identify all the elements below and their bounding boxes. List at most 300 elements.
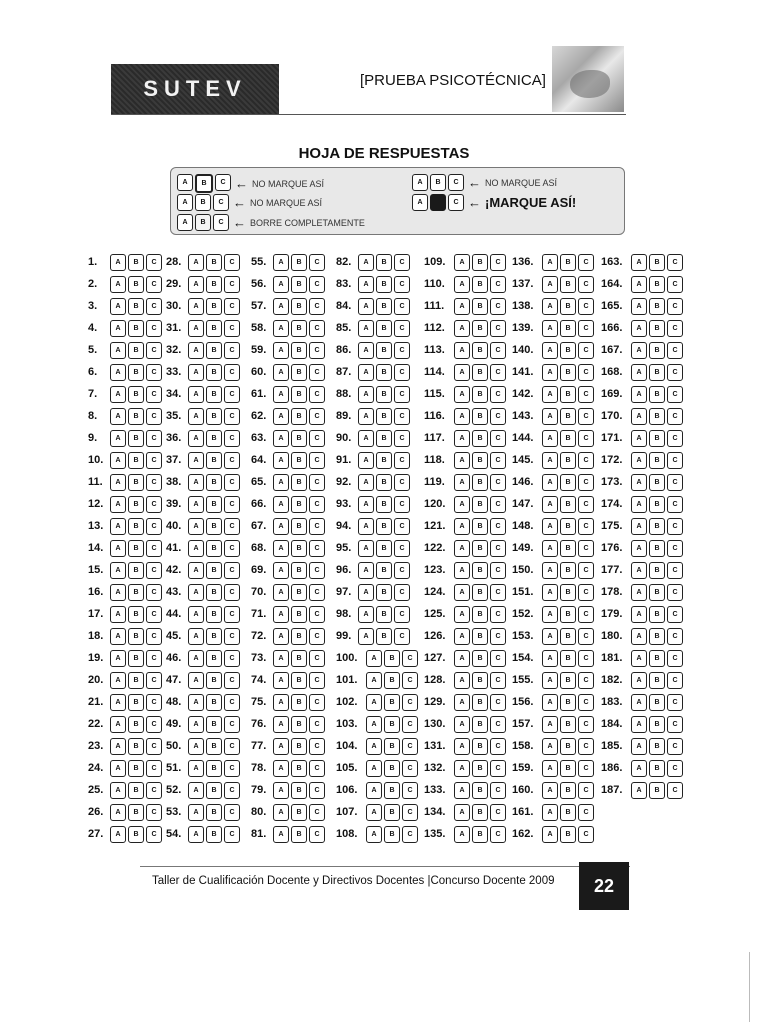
- option-bubble-a[interactable]: A: [273, 628, 289, 645]
- option-bubble-a[interactable]: A: [358, 342, 374, 359]
- option-bubble-c[interactable]: C: [578, 628, 594, 645]
- option-bubble-a[interactable]: A: [110, 342, 126, 359]
- option-bubble-b[interactable]: B: [206, 496, 222, 513]
- option-bubble-a[interactable]: A: [273, 804, 289, 821]
- option-bubble-c[interactable]: C: [667, 650, 683, 667]
- option-bubble-c[interactable]: C: [309, 276, 325, 293]
- option-bubble-a[interactable]: A: [273, 254, 289, 271]
- option-bubble-a[interactable]: A: [542, 298, 558, 315]
- option-bubble-b[interactable]: B: [291, 694, 307, 711]
- option-bubble-b[interactable]: B: [291, 320, 307, 337]
- option-bubble-a[interactable]: A: [631, 760, 647, 777]
- option-bubble-b[interactable]: B: [128, 518, 144, 535]
- option-bubble-c[interactable]: C: [224, 606, 240, 623]
- option-bubble-a[interactable]: A: [188, 408, 204, 425]
- option-bubble-b[interactable]: B: [128, 254, 144, 271]
- option-bubble-a[interactable]: A: [358, 298, 374, 315]
- option-bubble-b[interactable]: B: [206, 452, 222, 469]
- option-bubble-b[interactable]: B: [384, 716, 400, 733]
- option-bubble-b[interactable]: B: [472, 364, 488, 381]
- option-bubble-a[interactable]: A: [188, 540, 204, 557]
- option-bubble-b[interactable]: B: [376, 562, 392, 579]
- option-bubble-a[interactable]: A: [454, 826, 470, 843]
- option-bubble-a[interactable]: A: [454, 298, 470, 315]
- option-bubble-b[interactable]: B: [206, 342, 222, 359]
- option-bubble-c[interactable]: C: [309, 826, 325, 843]
- option-bubble-a[interactable]: A: [366, 672, 382, 689]
- option-bubble-b[interactable]: B: [291, 650, 307, 667]
- option-bubble-c[interactable]: C: [309, 738, 325, 755]
- option-bubble-a[interactable]: A: [631, 562, 647, 579]
- option-bubble-b[interactable]: B: [472, 430, 488, 447]
- option-bubble-a[interactable]: A: [110, 782, 126, 799]
- option-bubble-c[interactable]: C: [667, 562, 683, 579]
- option-bubble-b[interactable]: B: [128, 694, 144, 711]
- option-bubble-c[interactable]: C: [490, 826, 506, 843]
- option-bubble-a[interactable]: A: [358, 496, 374, 513]
- option-bubble-a[interactable]: A: [631, 628, 647, 645]
- option-bubble-a[interactable]: A: [631, 320, 647, 337]
- option-bubble-c[interactable]: C: [309, 694, 325, 711]
- option-bubble-a[interactable]: A: [631, 386, 647, 403]
- option-bubble-b[interactable]: B: [649, 672, 665, 689]
- option-bubble-a[interactable]: A: [631, 606, 647, 623]
- option-bubble-c[interactable]: C: [224, 738, 240, 755]
- option-bubble-c[interactable]: C: [578, 540, 594, 557]
- option-bubble-b[interactable]: B: [472, 386, 488, 403]
- option-bubble-a[interactable]: A: [542, 760, 558, 777]
- option-bubble-a[interactable]: A: [366, 804, 382, 821]
- option-bubble-c[interactable]: C: [578, 694, 594, 711]
- option-bubble-c[interactable]: C: [490, 628, 506, 645]
- option-bubble-a[interactable]: A: [454, 628, 470, 645]
- option-bubble-c[interactable]: C: [490, 650, 506, 667]
- option-bubble-c[interactable]: C: [490, 738, 506, 755]
- option-bubble-a[interactable]: A: [188, 826, 204, 843]
- option-bubble-b[interactable]: B: [376, 518, 392, 535]
- option-bubble-a[interactable]: A: [631, 672, 647, 689]
- option-bubble-a[interactable]: A: [631, 408, 647, 425]
- option-bubble-c[interactable]: C: [578, 584, 594, 601]
- option-bubble-a[interactable]: A: [358, 606, 374, 623]
- option-bubble-b[interactable]: B: [472, 254, 488, 271]
- option-bubble-a[interactable]: A: [358, 430, 374, 447]
- option-bubble-a[interactable]: A: [542, 430, 558, 447]
- option-bubble-a[interactable]: A: [358, 408, 374, 425]
- option-bubble-b[interactable]: B: [291, 672, 307, 689]
- option-bubble-b[interactable]: B: [649, 254, 665, 271]
- option-bubble-b[interactable]: B: [206, 540, 222, 557]
- option-bubble-b[interactable]: B: [128, 320, 144, 337]
- option-bubble-b[interactable]: B: [376, 298, 392, 315]
- option-bubble-b[interactable]: B: [649, 760, 665, 777]
- option-bubble-b[interactable]: B: [560, 518, 576, 535]
- option-bubble-a[interactable]: A: [631, 694, 647, 711]
- option-bubble-c[interactable]: C: [402, 760, 418, 777]
- option-bubble-c[interactable]: C: [578, 452, 594, 469]
- option-bubble-b[interactable]: B: [291, 738, 307, 755]
- option-bubble-b[interactable]: B: [560, 716, 576, 733]
- option-bubble-c[interactable]: C: [490, 518, 506, 535]
- option-bubble-c[interactable]: C: [578, 364, 594, 381]
- option-bubble-b[interactable]: B: [128, 540, 144, 557]
- option-bubble-c[interactable]: C: [309, 298, 325, 315]
- option-bubble-c[interactable]: C: [578, 320, 594, 337]
- option-bubble-c[interactable]: C: [394, 386, 410, 403]
- option-bubble-c[interactable]: C: [146, 738, 162, 755]
- option-bubble-c[interactable]: C: [667, 320, 683, 337]
- option-bubble-a[interactable]: A: [454, 650, 470, 667]
- option-bubble-c[interactable]: C: [309, 364, 325, 381]
- option-bubble-a[interactable]: A: [358, 254, 374, 271]
- option-bubble-c[interactable]: C: [667, 342, 683, 359]
- option-bubble-a[interactable]: A: [454, 276, 470, 293]
- option-bubble-b[interactable]: B: [291, 804, 307, 821]
- option-bubble-a[interactable]: A: [366, 760, 382, 777]
- option-bubble-b[interactable]: B: [206, 386, 222, 403]
- option-bubble-a[interactable]: A: [273, 760, 289, 777]
- option-bubble-c[interactable]: C: [490, 716, 506, 733]
- option-bubble-a[interactable]: A: [188, 628, 204, 645]
- option-bubble-c[interactable]: C: [667, 452, 683, 469]
- option-bubble-b[interactable]: B: [384, 738, 400, 755]
- option-bubble-c[interactable]: C: [394, 518, 410, 535]
- option-bubble-b[interactable]: B: [649, 738, 665, 755]
- option-bubble-b[interactable]: B: [649, 320, 665, 337]
- option-bubble-a[interactable]: A: [454, 452, 470, 469]
- option-bubble-b[interactable]: B: [128, 782, 144, 799]
- option-bubble-a[interactable]: A: [631, 342, 647, 359]
- option-bubble-a[interactable]: A: [358, 540, 374, 557]
- option-bubble-b[interactable]: B: [291, 826, 307, 843]
- option-bubble-a[interactable]: A: [188, 452, 204, 469]
- option-bubble-a[interactable]: A: [358, 320, 374, 337]
- option-bubble-a[interactable]: A: [188, 606, 204, 623]
- option-bubble-c[interactable]: C: [578, 496, 594, 513]
- option-bubble-b[interactable]: B: [560, 562, 576, 579]
- option-bubble-b[interactable]: B: [649, 386, 665, 403]
- option-bubble-b[interactable]: B: [128, 298, 144, 315]
- option-bubble-c[interactable]: C: [146, 650, 162, 667]
- option-bubble-a[interactable]: A: [188, 716, 204, 733]
- option-bubble-b[interactable]: B: [560, 364, 576, 381]
- option-bubble-c[interactable]: C: [146, 804, 162, 821]
- option-bubble-a[interactable]: A: [542, 584, 558, 601]
- option-bubble-c[interactable]: C: [667, 276, 683, 293]
- option-bubble-c[interactable]: C: [394, 298, 410, 315]
- option-bubble-a[interactable]: A: [110, 474, 126, 491]
- option-bubble-c[interactable]: C: [394, 254, 410, 271]
- option-bubble-a[interactable]: A: [188, 782, 204, 799]
- option-bubble-c[interactable]: C: [394, 364, 410, 381]
- option-bubble-c[interactable]: C: [394, 540, 410, 557]
- option-bubble-a[interactable]: A: [110, 518, 126, 535]
- option-bubble-c[interactable]: C: [146, 782, 162, 799]
- option-bubble-a[interactable]: A: [454, 408, 470, 425]
- option-bubble-c[interactable]: C: [309, 584, 325, 601]
- option-bubble-b[interactable]: B: [206, 738, 222, 755]
- option-bubble-c[interactable]: C: [667, 716, 683, 733]
- option-bubble-a[interactable]: A: [358, 364, 374, 381]
- option-bubble-a[interactable]: A: [454, 540, 470, 557]
- option-bubble-c[interactable]: C: [224, 562, 240, 579]
- option-bubble-a[interactable]: A: [454, 364, 470, 381]
- option-bubble-c[interactable]: C: [490, 562, 506, 579]
- option-bubble-a[interactable]: A: [631, 430, 647, 447]
- option-bubble-c[interactable]: C: [309, 760, 325, 777]
- option-bubble-b[interactable]: B: [649, 628, 665, 645]
- option-bubble-a[interactable]: A: [542, 716, 558, 733]
- option-bubble-b[interactable]: B: [560, 342, 576, 359]
- option-bubble-a[interactable]: A: [542, 254, 558, 271]
- option-bubble-c[interactable]: C: [667, 408, 683, 425]
- option-bubble-b[interactable]: B: [291, 760, 307, 777]
- option-bubble-b[interactable]: B: [291, 342, 307, 359]
- option-bubble-c[interactable]: C: [309, 518, 325, 535]
- option-bubble-a[interactable]: A: [188, 254, 204, 271]
- option-bubble-c[interactable]: C: [224, 584, 240, 601]
- option-bubble-a[interactable]: A: [273, 826, 289, 843]
- option-bubble-c[interactable]: C: [146, 694, 162, 711]
- option-bubble-a[interactable]: A: [542, 672, 558, 689]
- option-bubble-a[interactable]: A: [454, 518, 470, 535]
- option-bubble-b[interactable]: B: [472, 628, 488, 645]
- option-bubble-b[interactable]: B: [206, 650, 222, 667]
- option-bubble-c[interactable]: C: [224, 518, 240, 535]
- option-bubble-c[interactable]: C: [402, 694, 418, 711]
- option-bubble-b[interactable]: B: [472, 738, 488, 755]
- option-bubble-a[interactable]: A: [110, 606, 126, 623]
- option-bubble-a[interactable]: A: [188, 738, 204, 755]
- option-bubble-a[interactable]: A: [110, 496, 126, 513]
- option-bubble-b[interactable]: B: [206, 364, 222, 381]
- option-bubble-b[interactable]: B: [206, 408, 222, 425]
- option-bubble-a[interactable]: A: [188, 276, 204, 293]
- option-bubble-c[interactable]: C: [490, 672, 506, 689]
- option-bubble-b[interactable]: B: [376, 430, 392, 447]
- option-bubble-b[interactable]: B: [560, 804, 576, 821]
- option-bubble-c[interactable]: C: [402, 826, 418, 843]
- option-bubble-c[interactable]: C: [309, 672, 325, 689]
- option-bubble-a[interactable]: A: [542, 518, 558, 535]
- option-bubble-b[interactable]: B: [206, 606, 222, 623]
- option-bubble-c[interactable]: C: [146, 716, 162, 733]
- option-bubble-b[interactable]: B: [649, 540, 665, 557]
- option-bubble-c[interactable]: C: [490, 386, 506, 403]
- option-bubble-c[interactable]: C: [490, 342, 506, 359]
- option-bubble-b[interactable]: B: [206, 584, 222, 601]
- option-bubble-a[interactable]: A: [454, 782, 470, 799]
- option-bubble-a[interactable]: A: [188, 474, 204, 491]
- option-bubble-b[interactable]: B: [128, 606, 144, 623]
- option-bubble-b[interactable]: B: [291, 782, 307, 799]
- option-bubble-c[interactable]: C: [309, 386, 325, 403]
- option-bubble-c[interactable]: C: [578, 606, 594, 623]
- option-bubble-b[interactable]: B: [376, 320, 392, 337]
- option-bubble-c[interactable]: C: [309, 496, 325, 513]
- option-bubble-a[interactable]: A: [273, 716, 289, 733]
- option-bubble-a[interactable]: A: [454, 606, 470, 623]
- option-bubble-c[interactable]: C: [146, 826, 162, 843]
- option-bubble-b[interactable]: B: [206, 518, 222, 535]
- option-bubble-c[interactable]: C: [667, 782, 683, 799]
- option-bubble-b[interactable]: B: [128, 408, 144, 425]
- option-bubble-a[interactable]: A: [110, 716, 126, 733]
- option-bubble-b[interactable]: B: [376, 628, 392, 645]
- option-bubble-a[interactable]: A: [273, 584, 289, 601]
- option-bubble-c[interactable]: C: [309, 254, 325, 271]
- option-bubble-a[interactable]: A: [273, 518, 289, 535]
- option-bubble-c[interactable]: C: [224, 540, 240, 557]
- option-bubble-a[interactable]: A: [110, 628, 126, 645]
- option-bubble-b[interactable]: B: [128, 430, 144, 447]
- option-bubble-b[interactable]: B: [472, 518, 488, 535]
- option-bubble-a[interactable]: A: [454, 496, 470, 513]
- option-bubble-a[interactable]: A: [273, 650, 289, 667]
- option-bubble-c[interactable]: C: [146, 628, 162, 645]
- option-bubble-b[interactable]: B: [206, 562, 222, 579]
- option-bubble-b[interactable]: B: [560, 606, 576, 623]
- option-bubble-a[interactable]: A: [273, 386, 289, 403]
- option-bubble-a[interactable]: A: [188, 364, 204, 381]
- option-bubble-a[interactable]: A: [358, 518, 374, 535]
- option-bubble-b[interactable]: B: [291, 364, 307, 381]
- option-bubble-b[interactable]: B: [384, 694, 400, 711]
- option-bubble-c[interactable]: C: [146, 254, 162, 271]
- option-bubble-b[interactable]: B: [472, 342, 488, 359]
- option-bubble-c[interactable]: C: [667, 628, 683, 645]
- option-bubble-b[interactable]: B: [649, 782, 665, 799]
- option-bubble-c[interactable]: C: [394, 276, 410, 293]
- option-bubble-b[interactable]: B: [560, 760, 576, 777]
- option-bubble-b[interactable]: B: [376, 540, 392, 557]
- option-bubble-b[interactable]: B: [206, 276, 222, 293]
- option-bubble-b[interactable]: B: [472, 650, 488, 667]
- option-bubble-c[interactable]: C: [146, 364, 162, 381]
- option-bubble-c[interactable]: C: [578, 650, 594, 667]
- option-bubble-b[interactable]: B: [206, 628, 222, 645]
- option-bubble-c[interactable]: C: [667, 606, 683, 623]
- option-bubble-c[interactable]: C: [146, 276, 162, 293]
- option-bubble-a[interactable]: A: [110, 826, 126, 843]
- option-bubble-c[interactable]: C: [224, 342, 240, 359]
- option-bubble-c[interactable]: C: [490, 782, 506, 799]
- option-bubble-b[interactable]: B: [291, 606, 307, 623]
- option-bubble-a[interactable]: A: [631, 254, 647, 271]
- option-bubble-a[interactable]: A: [110, 254, 126, 271]
- option-bubble-b[interactable]: B: [560, 408, 576, 425]
- option-bubble-b[interactable]: B: [384, 672, 400, 689]
- option-bubble-c[interactable]: C: [224, 452, 240, 469]
- option-bubble-c[interactable]: C: [224, 826, 240, 843]
- option-bubble-a[interactable]: A: [542, 804, 558, 821]
- option-bubble-a[interactable]: A: [273, 298, 289, 315]
- option-bubble-a[interactable]: A: [454, 254, 470, 271]
- option-bubble-a[interactable]: A: [454, 342, 470, 359]
- option-bubble-a[interactable]: A: [631, 496, 647, 513]
- option-bubble-c[interactable]: C: [578, 430, 594, 447]
- option-bubble-c[interactable]: C: [309, 342, 325, 359]
- option-bubble-a[interactable]: A: [542, 474, 558, 491]
- option-bubble-a[interactable]: A: [542, 452, 558, 469]
- option-bubble-a[interactable]: A: [631, 584, 647, 601]
- option-bubble-c[interactable]: C: [402, 804, 418, 821]
- option-bubble-c[interactable]: C: [490, 760, 506, 777]
- option-bubble-a[interactable]: A: [366, 650, 382, 667]
- option-bubble-c[interactable]: C: [146, 562, 162, 579]
- option-bubble-a[interactable]: A: [454, 430, 470, 447]
- option-bubble-c[interactable]: C: [394, 452, 410, 469]
- option-bubble-c[interactable]: C: [578, 474, 594, 491]
- option-bubble-b[interactable]: B: [560, 826, 576, 843]
- option-bubble-c[interactable]: C: [394, 496, 410, 513]
- option-bubble-c[interactable]: C: [309, 628, 325, 645]
- option-bubble-c[interactable]: C: [309, 320, 325, 337]
- option-bubble-b[interactable]: B: [206, 672, 222, 689]
- option-bubble-a[interactable]: A: [273, 606, 289, 623]
- option-bubble-a[interactable]: A: [273, 430, 289, 447]
- option-bubble-c[interactable]: C: [224, 298, 240, 315]
- option-bubble-c[interactable]: C: [394, 584, 410, 601]
- option-bubble-a[interactable]: A: [454, 672, 470, 689]
- option-bubble-a[interactable]: A: [110, 408, 126, 425]
- option-bubble-c[interactable]: C: [402, 672, 418, 689]
- option-bubble-a[interactable]: A: [110, 452, 126, 469]
- option-bubble-a[interactable]: A: [542, 562, 558, 579]
- option-bubble-b[interactable]: B: [376, 254, 392, 271]
- option-bubble-c[interactable]: C: [224, 474, 240, 491]
- option-bubble-c[interactable]: C: [490, 320, 506, 337]
- option-bubble-b[interactable]: B: [376, 386, 392, 403]
- option-bubble-b[interactable]: B: [649, 562, 665, 579]
- option-bubble-c[interactable]: C: [394, 320, 410, 337]
- option-bubble-c[interactable]: C: [578, 760, 594, 777]
- option-bubble-a[interactable]: A: [366, 738, 382, 755]
- option-bubble-c[interactable]: C: [490, 276, 506, 293]
- option-bubble-c[interactable]: C: [146, 342, 162, 359]
- option-bubble-b[interactable]: B: [128, 562, 144, 579]
- option-bubble-b[interactable]: B: [376, 364, 392, 381]
- option-bubble-b[interactable]: B: [560, 298, 576, 315]
- option-bubble-c[interactable]: C: [578, 804, 594, 821]
- option-bubble-a[interactable]: A: [273, 562, 289, 579]
- option-bubble-b[interactable]: B: [472, 760, 488, 777]
- option-bubble-b[interactable]: B: [206, 430, 222, 447]
- option-bubble-a[interactable]: A: [454, 694, 470, 711]
- option-bubble-a[interactable]: A: [542, 320, 558, 337]
- option-bubble-c[interactable]: C: [146, 672, 162, 689]
- option-bubble-a[interactable]: A: [110, 540, 126, 557]
- option-bubble-b[interactable]: B: [649, 408, 665, 425]
- option-bubble-c[interactable]: C: [667, 694, 683, 711]
- option-bubble-b[interactable]: B: [649, 694, 665, 711]
- option-bubble-a[interactable]: A: [542, 496, 558, 513]
- option-bubble-b[interactable]: B: [128, 342, 144, 359]
- option-bubble-a[interactable]: A: [454, 386, 470, 403]
- option-bubble-b[interactable]: B: [649, 364, 665, 381]
- option-bubble-b[interactable]: B: [384, 782, 400, 799]
- option-bubble-c[interactable]: C: [224, 804, 240, 821]
- option-bubble-c[interactable]: C: [578, 716, 594, 733]
- option-bubble-b[interactable]: B: [376, 452, 392, 469]
- option-bubble-c[interactable]: C: [578, 276, 594, 293]
- option-bubble-a[interactable]: A: [110, 760, 126, 777]
- option-bubble-b[interactable]: B: [291, 452, 307, 469]
- option-bubble-a[interactable]: A: [188, 386, 204, 403]
- option-bubble-a[interactable]: A: [542, 386, 558, 403]
- option-bubble-b[interactable]: B: [206, 782, 222, 799]
- option-bubble-b[interactable]: B: [649, 496, 665, 513]
